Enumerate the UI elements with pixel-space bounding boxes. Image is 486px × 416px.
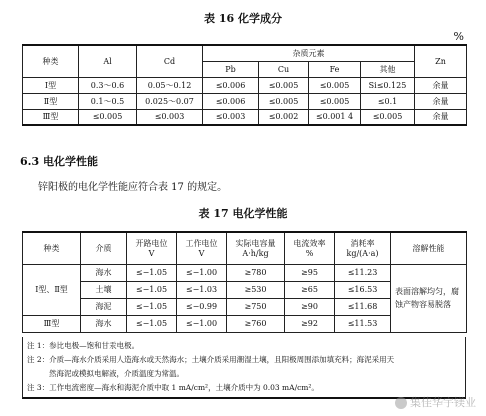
table16-unit: %	[453, 30, 464, 43]
header-type: 种类	[23, 45, 79, 77]
note-2-continued: 然海泥或模拟电解液，介质温度为常温。	[49, 369, 184, 378]
note-1: 注 1：参比电极—饱和甘汞电极。	[27, 341, 140, 350]
table17-notes	[22, 337, 466, 399]
note-2: 注 2：介质—海水介质采用人造海水或天然海水；土壤介质采用潮湿土壤，且阳极周围添加填充料；海泥采用天	[27, 355, 395, 364]
cell: ≤−1.00	[177, 264, 227, 281]
table-row	[23, 93, 467, 109]
cell: ≤0.005	[361, 109, 415, 125]
group-label: Ⅰ型、Ⅱ型	[23, 264, 81, 315]
cell: 余量	[415, 109, 467, 125]
header-pb: Pb	[203, 61, 259, 77]
header-type: 种类	[23, 232, 81, 264]
type3-label: Ⅲ型	[23, 315, 81, 332]
cell: ≤0.003	[137, 109, 203, 125]
cell: 0.1～0.5	[79, 93, 137, 109]
cell: ≥95	[285, 264, 335, 281]
cell: ≤0.005	[309, 77, 361, 93]
cell: Ⅰ型	[23, 77, 79, 93]
cell: ≤11.23	[335, 264, 391, 281]
cell: ≤−1.05	[127, 264, 177, 281]
cell: ≤0.002	[259, 109, 309, 125]
cell: ≤−1.00	[177, 315, 227, 332]
cell: 0.05～0.12	[137, 77, 203, 93]
cell: ≥65	[285, 281, 335, 298]
cell: ≤0.006	[203, 93, 259, 109]
wechat-logo-icon	[395, 397, 407, 409]
cell: ≤0.005	[79, 109, 137, 125]
table-row	[23, 77, 467, 93]
cell: ≥780	[227, 264, 285, 281]
cell: ≥530	[227, 281, 285, 298]
cell: ≥92	[285, 315, 335, 332]
cell: 余量	[415, 77, 467, 93]
table17-caption: 表 17 电化学性能	[198, 207, 288, 220]
cell: ≤−0.99	[177, 298, 227, 315]
cell: ≤16.53	[335, 281, 391, 298]
header-cu: Cu	[259, 61, 309, 77]
cell: ≤0.006	[203, 77, 259, 93]
cell: ≥90	[285, 298, 335, 315]
watermark-text: 集佳华宇镁业	[410, 396, 476, 409]
cell: 海水	[81, 315, 127, 332]
cell: 0.3～0.6	[79, 77, 137, 93]
header-medium: 介质	[81, 232, 127, 264]
cell: Ⅱ型	[23, 93, 79, 109]
cell: ≤0.001 4	[309, 109, 361, 125]
cell: ≤0.005	[309, 93, 361, 109]
cell: ≤−1.05	[127, 281, 177, 298]
cell: ≤0.1	[361, 93, 415, 109]
cell: ≤−1.05	[127, 298, 177, 315]
cell: 0.025～0.07	[137, 93, 203, 109]
header-impurity: 杂质元素	[203, 45, 415, 61]
cell: ≥750	[227, 298, 285, 315]
table-row	[23, 264, 467, 281]
header-fe: Fe	[309, 61, 361, 77]
cell: 海泥	[81, 298, 127, 315]
cell: ≤−1.05	[127, 315, 177, 332]
cell: ≤11.53	[335, 315, 391, 332]
electrochemical-table	[22, 231, 467, 333]
header-cd: Cd	[137, 45, 203, 77]
header-al: Al	[79, 45, 137, 77]
header-capacity: 实际电容量 A·h/kg	[227, 232, 285, 264]
header-efficiency: 电流效率 %	[285, 232, 335, 264]
cell: Si≤0.125	[361, 77, 415, 93]
cell: ≤0.003	[203, 109, 259, 125]
header-open-potential: 开路电位 V	[127, 232, 177, 264]
cell: 余量	[415, 93, 467, 109]
header-dissolution: 溶解性能	[391, 232, 467, 264]
header-consumption: 消耗率 kg/(A·a)	[335, 232, 391, 264]
cell: Ⅲ型	[23, 109, 79, 125]
header-work-potential: 工作电位 V	[177, 232, 227, 264]
cell: ≤11.68	[335, 298, 391, 315]
header-other: 其他	[361, 61, 415, 77]
cell: ≤0.005	[259, 93, 309, 109]
chemical-composition-table	[22, 44, 467, 126]
cell: ≤−1.03	[177, 281, 227, 298]
cell: 海水	[81, 264, 127, 281]
cell: ≥760	[227, 315, 285, 332]
table-row	[23, 109, 467, 125]
cell: 土壤	[81, 281, 127, 298]
cell: ≤0.005	[259, 77, 309, 93]
header-zn: Zn	[415, 45, 467, 77]
dissolution-cell: 表面溶解均匀，腐蚀产物容易脱落	[391, 264, 467, 332]
note-3: 注 3：工作电流密度—海水和海泥介质中取 1 mA/cm²，土壤介质中为 0.03 mA/cm²。	[27, 383, 319, 392]
table16-caption: 表 16 化学成分	[204, 12, 282, 25]
section-heading: 6.3 电化学性能	[20, 155, 98, 168]
watermark	[395, 394, 476, 410]
section-paragraph: 锌阳极的电化学性能应符合表 17 的规定。	[38, 182, 228, 193]
